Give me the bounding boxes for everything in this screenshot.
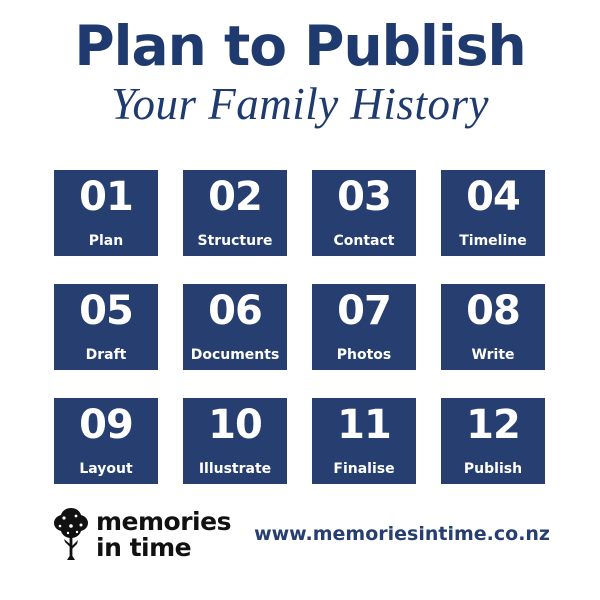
step-tile-07[interactable] [312,284,416,370]
step-tile-04[interactable] [441,170,545,256]
step-label: Contact [333,233,395,249]
step-tile-05[interactable] [54,284,158,370]
step-number: 09 [79,402,133,448]
step-tile-02[interactable] [183,170,287,256]
step-label: Timeline [459,233,527,249]
step-number: 10 [208,402,262,448]
step-label: Draft [85,347,127,363]
step-number: 04 [466,174,520,220]
footer [0,506,600,566]
step-number: 05 [79,288,133,334]
step-number: 03 [337,174,391,220]
step-number: 12 [466,402,520,448]
tree-icon [52,506,90,562]
steps-grid [54,170,546,484]
website-url[interactable]: www.memoriesintime.co.nz [254,523,550,545]
brand-line-2: in time [96,532,192,562]
step-tile-06[interactable] [183,284,287,370]
step-number: 06 [208,288,262,334]
step-label: Plan [88,233,124,249]
step-tile-09[interactable] [54,398,158,484]
step-tile-08[interactable] [441,284,545,370]
step-tile-10[interactable] [183,398,287,484]
brand-text [96,506,231,562]
step-number: 01 [79,174,133,220]
step-label: Layout [79,461,133,477]
step-label: Illustrate [198,461,272,477]
step-tile-03[interactable] [312,170,416,256]
step-tile-11[interactable] [312,398,416,484]
step-label: Structure [197,233,273,249]
step-number: 11 [337,402,391,448]
step-number: 08 [466,288,520,334]
brand-line-1: memories [96,506,231,536]
step-label: Photos [336,347,392,363]
step-label: Finalise [333,461,395,477]
brand-logo[interactable] [52,506,231,562]
step-tile-12[interactable] [441,398,545,484]
step-label: Write [471,347,515,363]
step-number: 07 [337,288,391,334]
step-number: 02 [208,174,262,220]
step-label: Publish [463,461,523,477]
step-tile-01[interactable] [54,170,158,256]
page-title: Plan to Publish [74,14,526,78]
page-subtitle: Your Family History [111,79,489,130]
heading [0,0,600,130]
step-label: Documents [190,347,280,363]
